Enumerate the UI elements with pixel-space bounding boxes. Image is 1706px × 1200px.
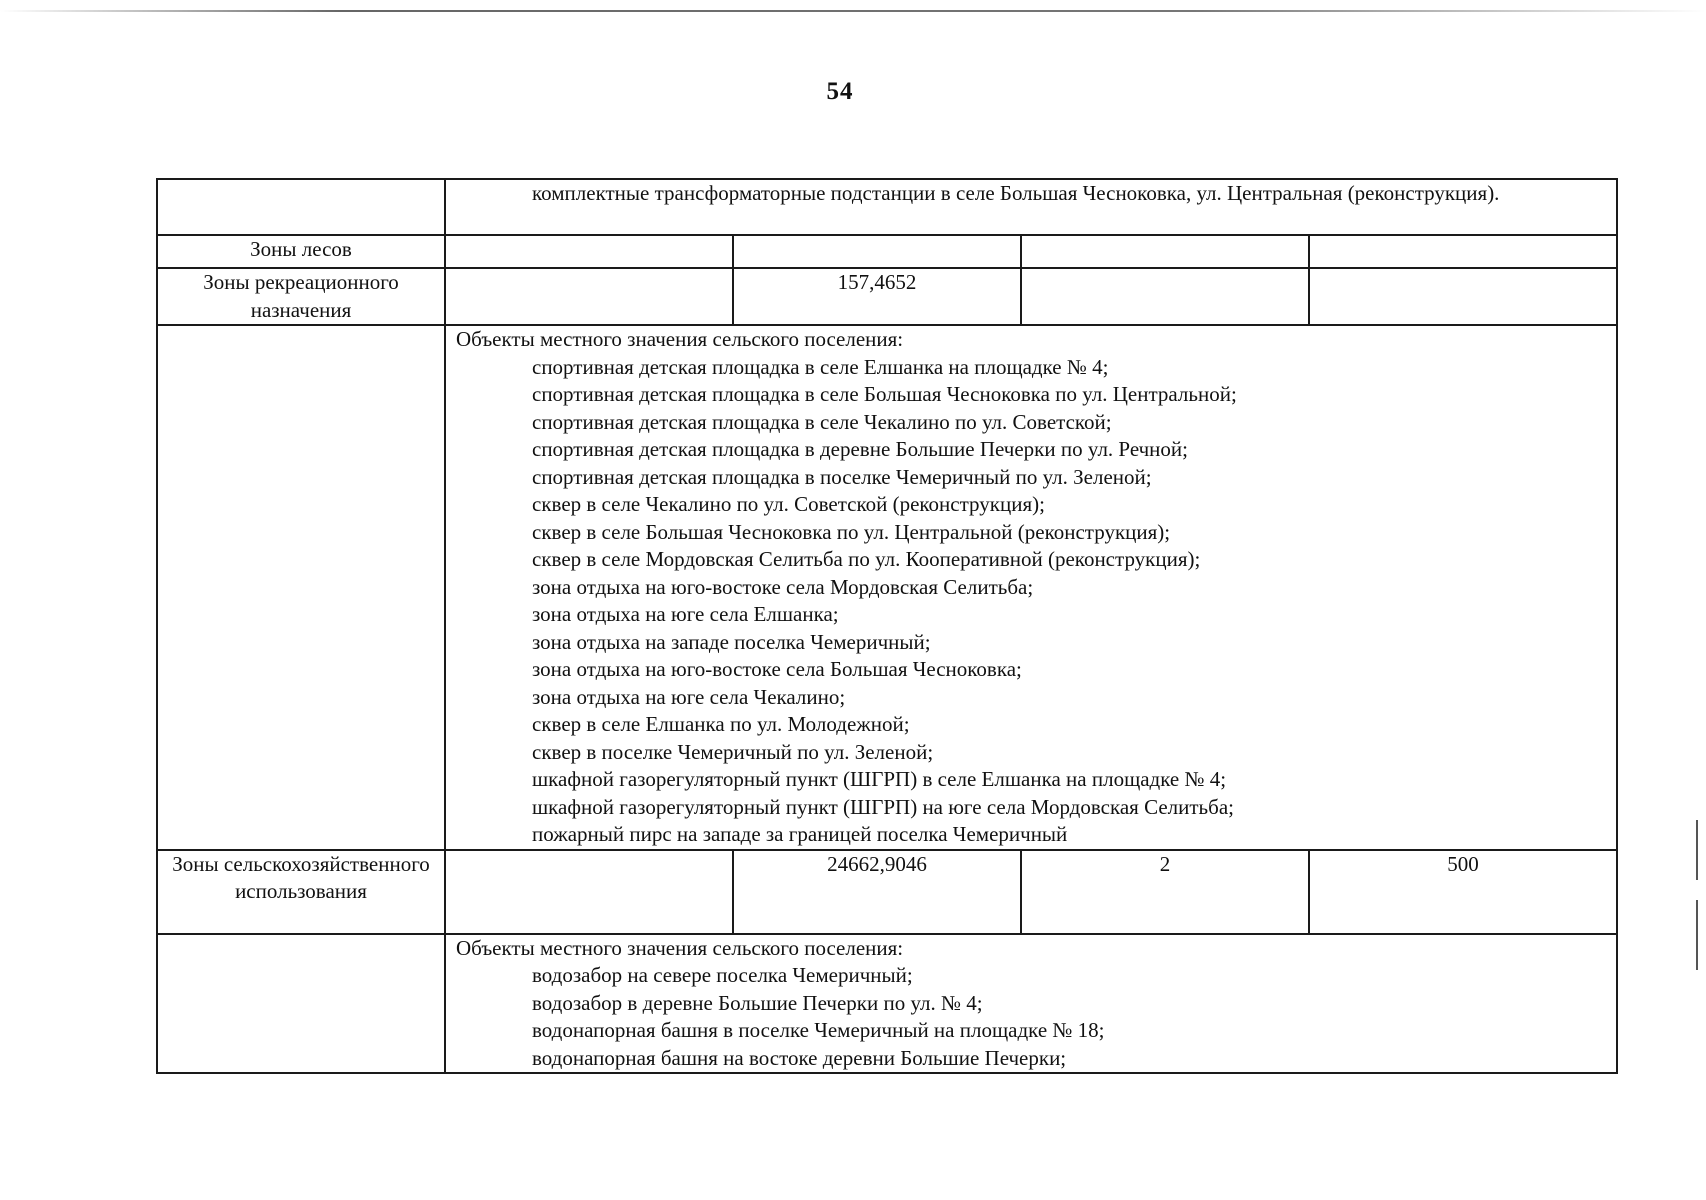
table-cell <box>445 235 733 268</box>
list-item: шкафной газорегуляторный пункт (ШГРП) на юге села Мордовская Селитьба; <box>532 794 1234 819</box>
list-item: водозабор в деревне Большие Печерки по ул. № 4; <box>532 990 983 1015</box>
list-item: сквер в селе Мордовская Селитьба по ул. Кооперативной (реконструкция); <box>532 547 1201 571</box>
table-cell: 500 <box>1309 850 1617 934</box>
table-cell <box>1309 235 1617 268</box>
table-row <box>157 325 1617 850</box>
list-item: спортивная детская площадка в деревне Большие Печерки по ул. Речной; <box>532 437 1188 461</box>
scan-right-edge-mark <box>1696 820 1698 880</box>
objects-list <box>456 354 1606 849</box>
objects-text: комплектные трансформаторные подстанции в селе Большая Чесноковка, ул. Центральная (реконструкция). <box>532 181 1500 205</box>
objects-list <box>456 962 1606 1072</box>
table-row <box>157 934 1617 1074</box>
objects-cell <box>445 934 1617 1074</box>
table-row <box>157 850 1617 934</box>
zone-cell: Зоны сельскохозяйственного использования <box>157 850 445 934</box>
list-item: спортивная детская площадка в селе Елшанка на площадке № 4; <box>532 354 1109 379</box>
list-item: пожарный пирс на западе за границей поселка Чемеричный <box>532 822 1068 846</box>
list-item: зона отдыха на юге села Чекалино; <box>532 684 846 709</box>
area-cell: 157,4652 <box>733 268 1021 325</box>
list-item: зона отдыха на юге села Елшанка; <box>532 602 839 626</box>
objects-heading: Объекты местного значения сельского поселения: <box>456 327 904 351</box>
page-number: 54 <box>826 78 854 105</box>
list-item: шкафной газорегуляторный пункт (ШГРП) в селе Елшанка на площадке № 4; <box>532 767 1227 791</box>
table-cell <box>1309 268 1617 325</box>
list-item: сквер в селе Большая Чесноковка по ул. Центральной (реконструкция); <box>532 519 1171 544</box>
scan-right-edge-mark <box>1696 900 1698 970</box>
list-item: зона отдыха на юго-востоке села Мордовская Селитьба; <box>532 574 1034 599</box>
zone-cell <box>157 179 445 235</box>
list-item: зона отдыха на юго-востоке села Большая Чесноковка; <box>532 657 1022 681</box>
table-row <box>157 268 1617 325</box>
zone-cell <box>157 325 445 850</box>
area-cell: 24662,9046 <box>733 850 1021 934</box>
list-item: водонапорная башня в поселке Чемеричный на площадке № 18; <box>532 1018 1105 1042</box>
list-item: водонапорная башня на востоке деревни Большие Печерки; <box>532 1045 1067 1070</box>
table-cell <box>445 268 733 325</box>
list-item: сквер в поселке Чемеричный по ул. Зеленой; <box>532 739 934 764</box>
table-row <box>157 235 1617 268</box>
objects-cell <box>445 179 1617 235</box>
zone-cell: Зоны рекреационного назначения <box>157 268 445 325</box>
list-item: спортивная детская площадка в селе Большая Чесноковка по ул. Центральной; <box>532 382 1237 406</box>
list-item: спортивная детская площадка в поселке Чемеричный по ул. Зеленой; <box>532 464 1152 489</box>
list-item: водозабор на севере поселка Чемеричный; <box>532 963 913 987</box>
table-cell <box>1021 268 1309 325</box>
list-item: спортивная детская площадка в селе Чекалино по ул. Советской; <box>532 409 1112 434</box>
list-item: сквер в селе Чекалино по ул. Советской (реконструкция); <box>532 492 1045 516</box>
zones-table <box>156 178 1618 1074</box>
zone-cell <box>157 934 445 1074</box>
table-cell <box>733 235 1021 268</box>
scan-top-edge-line <box>0 10 1706 12</box>
table-cell: 2 <box>1021 850 1309 934</box>
objects-cell <box>445 325 1617 850</box>
table-row <box>157 179 1617 235</box>
list-item: зона отдыха на западе поселка Чемеричный; <box>532 629 931 654</box>
objects-heading: Объекты местного значения сельского поселения: <box>456 935 904 960</box>
zone-cell: Зоны лесов <box>157 235 445 268</box>
list-item: сквер в селе Елшанка по ул. Молодежной; <box>532 712 910 736</box>
table-cell <box>445 850 733 934</box>
table-cell <box>1021 235 1309 268</box>
